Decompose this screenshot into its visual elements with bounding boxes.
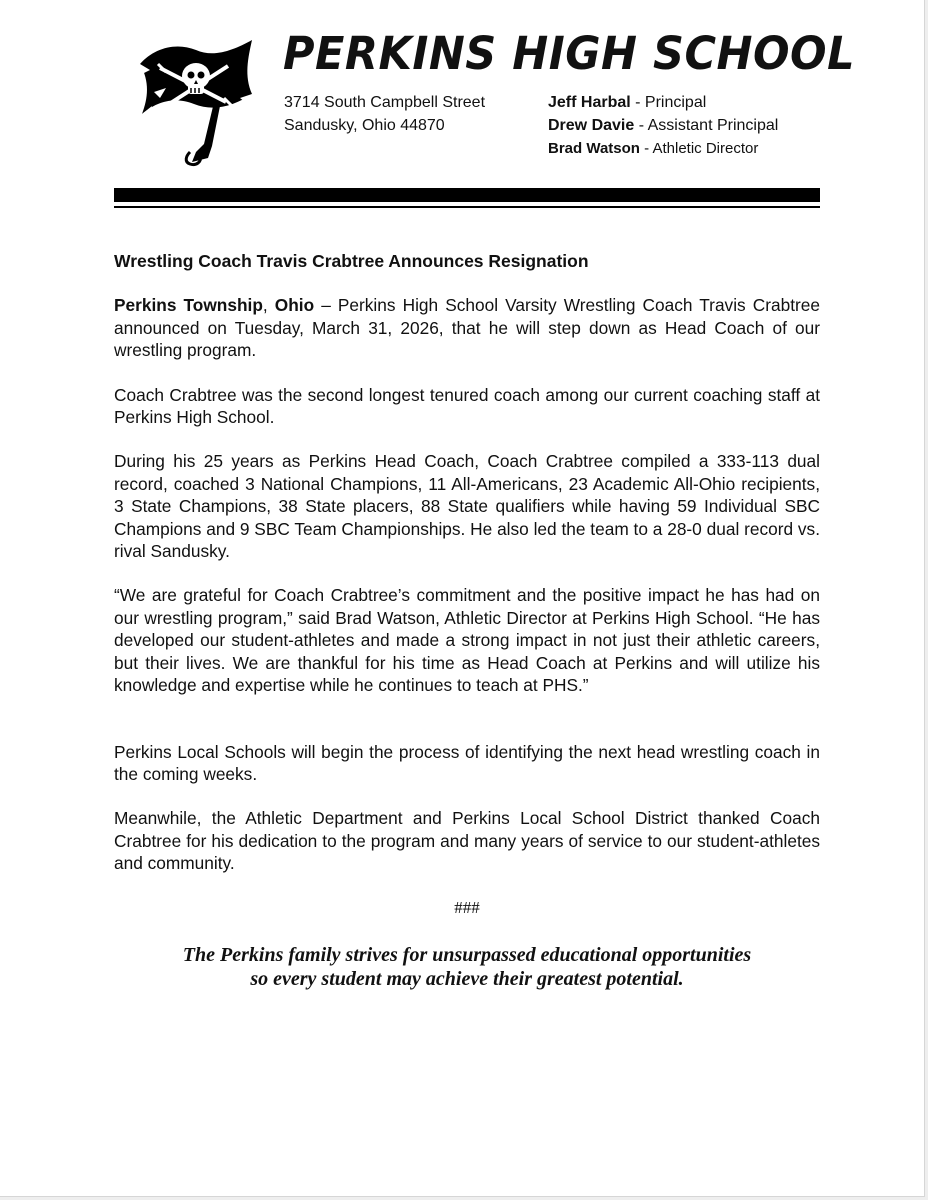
end-marks: ###: [454, 897, 480, 917]
header-divider-thin: [114, 206, 820, 208]
dateline-separator: ,: [262, 295, 275, 316]
header-divider-thick: [114, 188, 820, 202]
motto-line-1: The Perkins family strives for unsurpassed educational opportunities: [182, 943, 752, 966]
dateline-township: Perkins Township: [114, 295, 263, 316]
staff-title: Assistant Principal: [647, 117, 779, 134]
press-release-body: [114, 250, 820, 991]
paragraph-tenure: Coach Crabtree was the second longest tenured coach among our current coaching staff at Perkins High School.: [114, 384, 820, 428]
address-street: 3714 South Campbell Street: [284, 94, 486, 111]
staff-assistant-principal: [548, 114, 778, 137]
staff-title: Principal: [644, 94, 707, 111]
staff-title: Athletic Director: [652, 140, 759, 157]
staff-name: Brad Watson: [548, 140, 640, 157]
paragraph-search: Perkins Local Schools will begin the process of identifying the next head wrestling coach in the coming weeks.: [114, 741, 820, 784]
pirate-flag-logo-icon: [130, 28, 258, 168]
paragraph-announcement-text: – Perkins High School Varsity Wrestling Coach Travis Crabtree announced on Tuesday, March 31, 2026, that he will step down as Head Coach of our wrestling program.: [114, 295, 820, 361]
staff-athletic-director: [548, 137, 778, 160]
paragraph-announcement: [114, 294, 820, 361]
dateline-state: Ohio: [274, 295, 315, 316]
motto-line-2: so every student may achieve their greatest potential.: [250, 967, 684, 990]
staff-list: [548, 91, 778, 160]
staff-separator: -: [639, 140, 653, 157]
paragraph-quote: “We are grateful for Coach Crabtree’s commitment and the positive impact he has had on our wrestling program,” said Brad Watson, Athletic Director at Perkins High School. “He has developed our student-athletes and made a strong impact in not just their athletic careers, but their lives. We are thankful for his time as Head Coach at Perkins and will utilize his knowledge and expertise while he continues to teach at PHS.”: [114, 585, 820, 696]
staff-separator: -: [630, 94, 645, 111]
school-address: [284, 91, 485, 137]
school-motto: [114, 943, 820, 991]
school-name: PERKINS HIGH SCHOOL: [283, 28, 856, 81]
paragraph-record: During his 25 years as Perkins Head Coach, Coach Crabtree compiled a 333-113 dual record, coached 3 National Champions, 11 All-Americans, 23 Academic All-Ohio recipients, 3 State Champions, 38 State placers, 88 State qualifiers while having 59 Individual SBC Champions and 9 SBC Team Championships. He also led the team to a 28-0 dual record vs. rival Sandusky.: [114, 451, 820, 562]
staff-principal: [548, 91, 778, 114]
staff-name: Jeff Harbal: [548, 94, 631, 111]
staff-name: Drew Davie: [548, 117, 635, 134]
staff-separator: -: [634, 117, 648, 134]
article-headline: Wrestling Coach Travis Crabtree Announces Resignation: [114, 251, 589, 271]
paragraph-thanks: Meanwhile, the Athletic Department and Perkins Local School District thanked Coach Crabtree for his dedication to the program and many years of service to our student-athletes and community.: [114, 808, 820, 874]
address-city: Sandusky, Ohio 44870: [284, 117, 445, 134]
